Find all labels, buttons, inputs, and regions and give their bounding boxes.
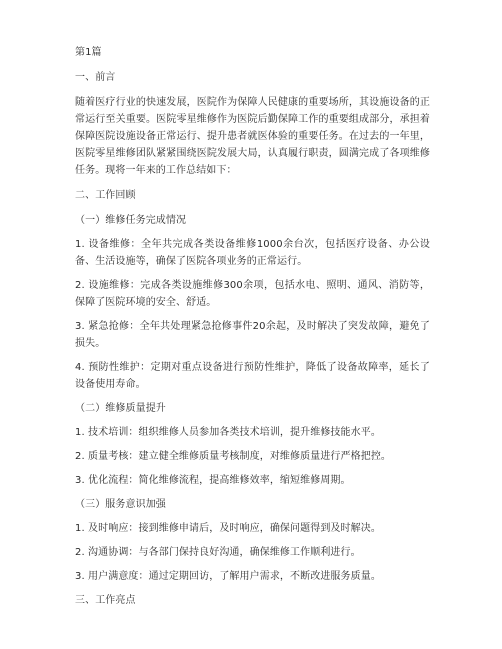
- section-heading-review: 二、工作回顾: [75, 190, 136, 201]
- subsection-heading-tasks: （一）维修任务完成情况: [75, 215, 187, 226]
- list-item: 2. 沟通协调：与各部门保持良好沟通，确保维修工作顺利进行。: [75, 547, 361, 558]
- document-body: [75, 44, 430, 609]
- list-item: 1. 及时响应：接到维修申请后，及时响应，确保问题得到及时解决。: [75, 523, 381, 534]
- list-item: 4. 预防性维护：定期对重点设备进行预防性维护，降低了设备故障率，延长了设备使用寿命。: [75, 362, 430, 390]
- section-heading-highlights: 三、工作亮点: [75, 595, 136, 606]
- list-item: 3. 紧急抢修：全年共处理紧急抢修事件20余起，及时解决了突发故障，避免了损失。: [75, 321, 430, 349]
- subsection-heading-service: （三）服务意识加强: [75, 499, 166, 510]
- list-item: 3. 优化流程：简化维修流程，提高维修效率，缩短维修周期。: [75, 475, 351, 486]
- list-item: 2. 设施维修：完成各类设施维修300余项，包括水电、照明、通风、消防等，保障了医院环境的安全、舒适。: [75, 280, 430, 308]
- list-item: 3. 用户满意度：通过定期回访，了解用户需求，不断改进服务质量。: [75, 571, 381, 582]
- section-heading-preface: 一、前言: [75, 72, 116, 83]
- intro-paragraph: 随着医疗行业的快速发展，医院作为保障人民健康的重要场所，其设施设备的正常运行至关重要。医院零星维修作为医院后勤保障工作的重要组成部分，承担着保障医院设施设备正常运行、提升患者就医体验的重要任务。在过去的一年里，医院零星维修团队紧紧围绕医院发展大局，认真履行职责，圆满完成了各项维修任务。现将一年来的工作总结如下：: [75, 97, 430, 176]
- part-label: 第1篇: [75, 47, 102, 58]
- list-item: 1. 设备维修：全年共完成各类设备维修1000余台次，包括医疗设备、办公设备、生活设施等，确保了医院各项业务的正常运行。: [75, 239, 430, 267]
- subsection-heading-quality: （二）维修质量提升: [75, 403, 166, 414]
- list-item: 1. 技术培训：组织维修人员参加各类技术培训，提升维修技能水平。: [75, 427, 381, 438]
- list-item: 2. 质量考核：建立健全维修质量考核制度，对维修质量进行严格把控。: [75, 451, 392, 462]
